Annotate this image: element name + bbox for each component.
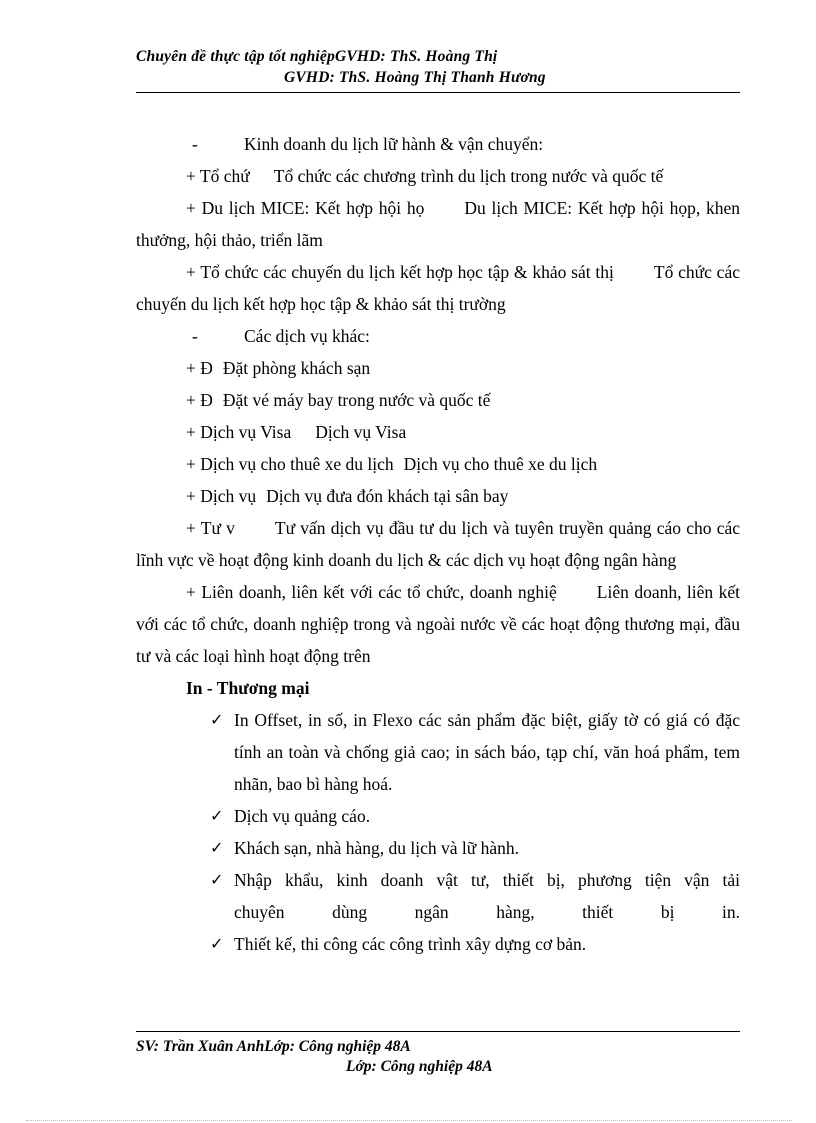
list-item-continuation: chuyên dùng ngân hàng, thiết bị in. [234, 902, 740, 922]
list-item: ✓ Thiết kế, thi công các công trình xây dựng cơ bản. [210, 928, 740, 960]
checkmark-icon: ✓ [210, 806, 224, 825]
checkmark-icon: ✓ [210, 710, 224, 729]
header-line-1: Chuyên đề thực tập tốt nghiệpGVHD: ThS. Hoàng Thị [136, 48, 498, 65]
list-item: ✓ Khách sạn, nhà hàng, du lịch và lữ hành. [210, 832, 740, 864]
page-header [136, 46, 740, 88]
paragraph: + Dịch vụ cho thuê xe du lịch Dịch vụ cho thuê xe du lịch [186, 454, 598, 474]
paragraph: + Tổ chứ Tổ chức các chương trình du lịch trong nước và quốc tế [186, 166, 664, 186]
paragraph: + Tư v Tư vấn dịch vụ đầu tư du lịch và tuyên truyền quảng cáo cho các lĩnh vực về hoạt động kinh doanh du lịch & các dịch vụ hoạt động ngân hàng [136, 518, 740, 570]
header-rule [136, 92, 740, 93]
page-footer [136, 1037, 740, 1077]
footer-line-1: SV: Trần Xuân AnhLớp: Công nghiệp 48A [136, 1038, 411, 1055]
page-bottom-border [26, 1120, 792, 1121]
paragraph: + Du lịch MICE: Kết hợp hội họ Du lịch MICE: Kết hợp hội họp, khen thưởng, hội thảo, triển lãm [136, 198, 740, 250]
section-heading: In - Thương mại [186, 678, 310, 698]
footer-rule [136, 1031, 740, 1032]
paragraph: + Đ Đặt vé máy bay trong nước và quốc tế [186, 390, 491, 410]
paragraph: + Dịch vụ Dịch vụ đưa đón khách tại sân bay [186, 486, 509, 506]
list-item: ✓ Nhập khẩu, kinh doanh vật tư, thiết bị, phương tiện vận tải chuyên dùng ngân hàng, thiết bị in. [210, 864, 740, 928]
document-body [136, 128, 740, 960]
paragraph: + Dịch vụ Visa Dịch vụ Visa [186, 422, 407, 442]
list-item: ✓ Dịch vụ quảng cáo. [210, 800, 740, 832]
checkmark-icon: ✓ [210, 870, 224, 889]
checklist [136, 704, 740, 960]
paragraph: + Đ Đặt phòng khách sạn [186, 358, 371, 378]
list-item: ✓ In Offset, in số, in Flexo các sản phẩm đặc biệt, giấy tờ có giá có đặc tính an toàn và chống giả cao; in sách báo, tạp chí, văn hoá phẩm, tem nhãn, bao bì hàng hoá. [210, 704, 740, 800]
dash-item-tour: - Kinh doanh du lịch lữ hành & vận chuyển: [192, 134, 544, 154]
checkmark-icon: ✓ [210, 934, 224, 953]
checkmark-icon: ✓ [210, 838, 224, 857]
paragraph: + Liên doanh, liên kết với các tổ chức, doanh nghiệ Liên doanh, liên kết với các tổ chức, doanh nghiệp trong và ngoài nước về các hoạt động thương mại, đầu tư và các loại hình hoạt động trên [136, 582, 740, 666]
header-line-2: GVHD: ThS. Hoàng Thị Thanh Hương [284, 69, 546, 86]
dash-item-other-services: - Các dịch vụ khác: [192, 326, 370, 346]
footer-line-2: Lớp: Công nghiệp 48A [346, 1058, 493, 1075]
paragraph: + Tổ chức các chuyến du lịch kết hợp học tập & khảo sát thị Tổ chức các chuyến du lịch kết hợp học tập & khảo sát thị trường [136, 262, 740, 314]
